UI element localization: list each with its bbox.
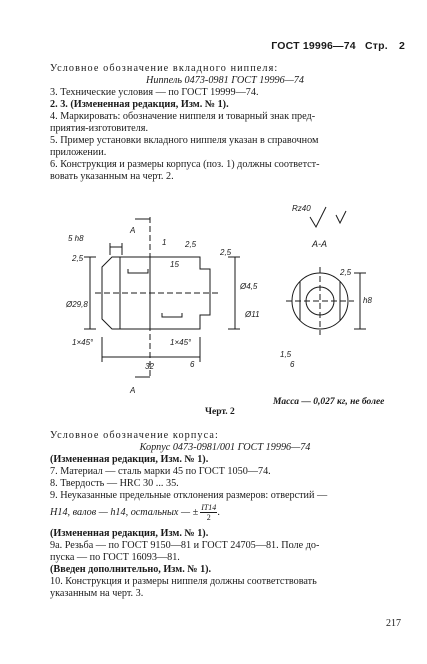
figure-caption: Черт. 2	[205, 407, 235, 417]
dim-label: 2,5	[340, 268, 352, 277]
tolerance-fraction	[200, 503, 217, 522]
addition-note: (Введен дополнительно, Изм. № 1).	[50, 564, 212, 575]
roughness-label: Rz40	[292, 204, 311, 213]
paragraph-3: 3. Технические условия — по ГОСТ 19999—74.	[50, 87, 259, 98]
cut-label: A	[130, 226, 136, 235]
section-label: A-A	[312, 239, 328, 249]
roughness-sign	[310, 207, 326, 227]
amendment-note-2: (Измененная редакция, Изм. № 1).	[50, 454, 209, 465]
dim-label: 5 h8	[68, 234, 84, 243]
paragraph-9-cont: H14, валов — h14, остальных — ± $\frac{IT14}{2}$ .	[50, 503, 220, 522]
paragraph-4-cont: приятия-изготовителя.	[50, 123, 148, 134]
paragraph-8: 8. Твердость — HRC 30 ... 35.	[50, 478, 179, 489]
page-label: Стр.	[364, 40, 388, 52]
fraction-denominator: 2	[206, 513, 211, 522]
dim-label: 2,5	[185, 240, 197, 249]
footer-page-number: 217	[386, 618, 401, 629]
paragraph-9a-cont: пуска — по ГОСТ 16093—81.	[50, 552, 180, 563]
dim-label: Ø11	[245, 310, 260, 319]
dim-label: 6	[290, 360, 295, 369]
amendment-note-1: 2. 3. (Измененная редакция, Изм. № 1).	[50, 99, 229, 110]
paragraph-4: 4. Маркировать: обозначение ниппеля и товарный знак пред-	[50, 111, 316, 122]
section-inner-circle	[306, 287, 334, 315]
dim-label: 1×45°	[170, 338, 192, 347]
dim-label: 1×45°	[72, 338, 94, 347]
nipple-designation-heading: Условное обозначение вкладного ниппеля:	[50, 63, 279, 74]
body-designation-example: Корпус 0473-0981/001 ГОСТ 19996—74	[139, 442, 311, 453]
dim-label: 1,5	[280, 350, 292, 359]
dim-label: 15	[170, 260, 179, 269]
dim-label: 2,5	[220, 248, 232, 257]
amendment-note-3: (Измененная редакция, Изм. № 1).	[50, 528, 209, 539]
paragraph-5: 5. Пример установки вкладного ниппеля указан в справочном	[50, 135, 319, 146]
dim-label: 32	[145, 362, 154, 371]
paragraph-5-cont: приложении.	[50, 147, 107, 158]
paragraph-6: 6. Конструкция и размеры корпуса (поз. 1) должны соответст-	[50, 159, 320, 170]
paragraph-10: 10. Конструкция и размеры ниппеля должны соответствовать	[50, 576, 317, 587]
paragraph-9a: 9а. Резьба — по ГОСТ 9150—81 и ГОСТ 24705—81. Поле до-	[50, 540, 320, 551]
paragraph-6-cont: вовать указанным на черт. 2.	[50, 171, 174, 182]
cut-label: A	[130, 386, 136, 395]
tolerance-text: H14, валов — h14, остальных — ±	[50, 506, 199, 518]
dim-label: 2,5	[72, 254, 84, 263]
mass-note: Масса — 0,027 кг, не более	[273, 397, 385, 407]
dim-label: h8	[363, 296, 372, 305]
paragraph-10-cont: указанным на черт. 3.	[50, 588, 144, 599]
dim-label: 1	[162, 238, 167, 247]
fraction-numerator: IT14	[201, 503, 217, 512]
page-header	[271, 40, 405, 52]
body-designation-heading: Условное обозначение корпуса:	[50, 430, 219, 441]
paragraph-9: 9. Неуказанные предельные отклонения размеров: отверстий —	[50, 490, 328, 501]
paragraph-7: 7. Материал — сталь марки 45 по ГОСТ 1050—74.	[50, 466, 271, 477]
dim-label: 6	[190, 360, 195, 369]
nipple-designation-example: Ниппель 0473-0981 ГОСТ 19996—74	[146, 75, 304, 86]
dim-label: Ø29,8	[66, 300, 88, 309]
header-page-number: 2	[398, 40, 405, 52]
technical-drawing	[50, 197, 380, 402]
dim-label: Ø4,5	[240, 282, 258, 291]
standard-number: ГОСТ 19996—74	[271, 40, 356, 52]
